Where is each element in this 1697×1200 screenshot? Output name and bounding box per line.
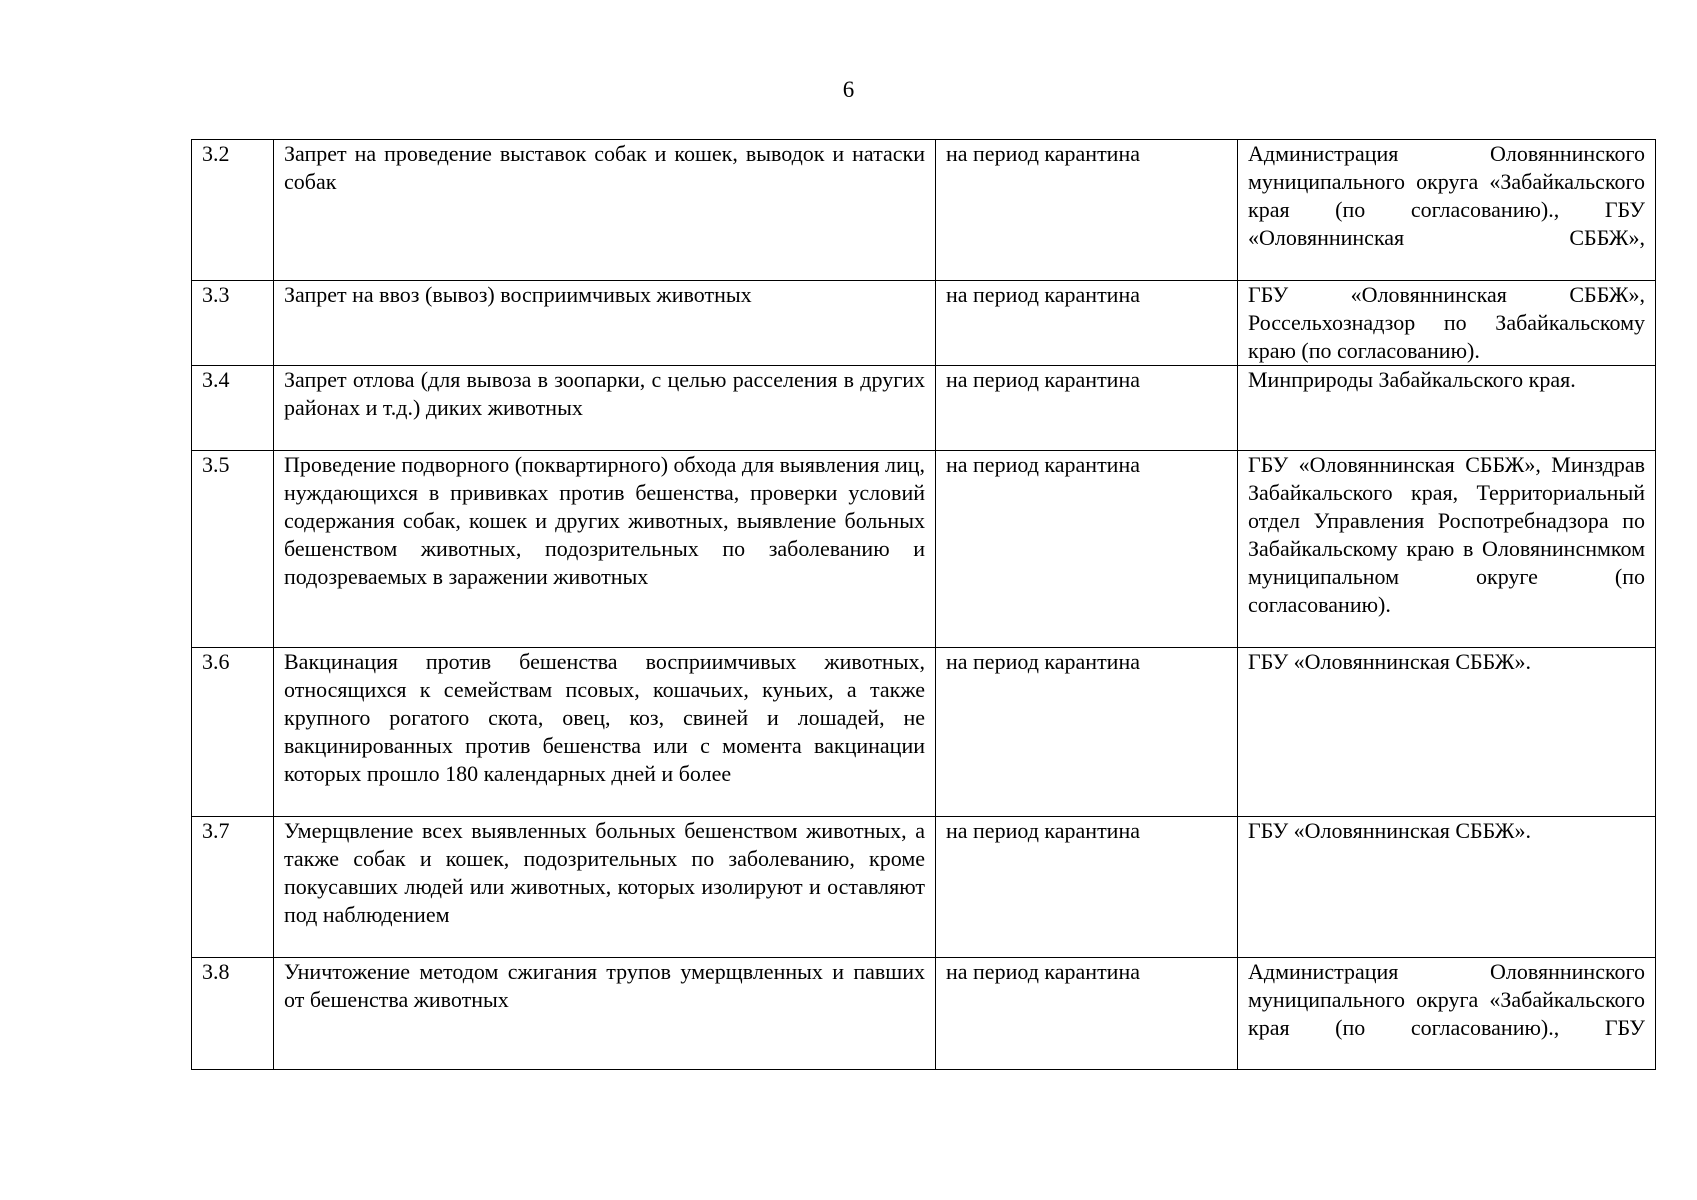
term-cell: на период карантина xyxy=(936,817,1238,958)
term-cell: на период карантина xyxy=(936,140,1238,281)
responsible-cell: ГБУ «Оловяннинская СББЖ», Россельхознадзор по Забайкальскому краю (по согласованию). xyxy=(1238,281,1656,366)
responsible-cell: ГБУ «Оловяннинская СББЖ». xyxy=(1238,817,1656,958)
table-row xyxy=(192,140,1656,281)
responsible-cell: Администрация Оловяннинского муниципального округа «Забайкальского края (по согласованию)., ГБУ «Оловяннинская СББЖ», xyxy=(1238,140,1656,281)
row-number: 3.5 xyxy=(192,451,274,648)
table-row xyxy=(192,958,1656,1070)
table-row xyxy=(192,366,1656,451)
table-row xyxy=(192,648,1656,817)
responsible-cell: Администрация Оловяннинского муниципального округа «Забайкальского края (по согласованию)., ГБУ xyxy=(1238,958,1656,1070)
measure-cell: Запрет на проведение выставок собак и кошек, выводок и натаски собак xyxy=(274,140,936,281)
responsible-cell: ГБУ «Оловяннинская СББЖ», Минздрав Забайкальского края, Территориальный отдел Управления Роспотребнадзора по Забайкальскому краю в Оловянинснмком муниципальном округе (по согласованию). xyxy=(1238,451,1656,648)
table-row xyxy=(192,451,1656,648)
row-number: 3.7 xyxy=(192,817,274,958)
measure-cell: Проведение подворного (поквартирного) обхода для выявления лиц, нуждающихся в прививках против бешенства, проверки условий содержания собак, кошек и других животных, выявление больных бешенством животных, подозрительных по заболеванию и подозреваемых в заражении животных xyxy=(274,451,936,648)
table-row xyxy=(192,817,1656,958)
responsible-cell: Минприроды Забайкальского края. xyxy=(1238,366,1656,451)
term-cell: на период карантина xyxy=(936,451,1238,648)
measure-cell: Вакцинация против бешенства восприимчивых животных, относящихся к семействам псовых, кошачьих, куньих, а также крупного рогатого скота, овец, коз, свиней и лошадей, не вакцинированных против бешенства или с момента вакцинации которых прошло 180 календарных дней и более xyxy=(274,648,936,817)
row-number: 3.6 xyxy=(192,648,274,817)
term-cell: на период карантина xyxy=(936,366,1238,451)
responsible-cell: ГБУ «Оловяннинская СББЖ». xyxy=(1238,648,1656,817)
table-row xyxy=(192,281,1656,366)
term-cell: на период карантина xyxy=(936,281,1238,366)
page-number: 6 xyxy=(842,77,855,102)
measure-cell: Запрет отлова (для вывоза в зоопарки, с целью расселения в других районах и т.д.) диких животных xyxy=(274,366,936,451)
measures-table xyxy=(191,139,1656,1070)
row-number: 3.8 xyxy=(192,958,274,1070)
measure-cell: Уничтожение методом сжигания трупов умерщвленных и павших от бешенства животных xyxy=(274,958,936,1070)
measure-cell: Умерщвление всех выявленных больных бешенством животных, а также собак и кошек, подозрительных по заболеванию, кроме покусавших людей или животных, которых изолируют и оставляют под наблюдением xyxy=(274,817,936,958)
term-cell: на период карантина xyxy=(936,648,1238,817)
term-cell: на период карантина xyxy=(936,958,1238,1070)
measure-cell: Запрет на ввоз (вывоз) восприимчивых животных xyxy=(274,281,936,366)
row-number: 3.2 xyxy=(192,140,274,281)
row-number: 3.4 xyxy=(192,366,274,451)
row-number: 3.3 xyxy=(192,281,274,366)
